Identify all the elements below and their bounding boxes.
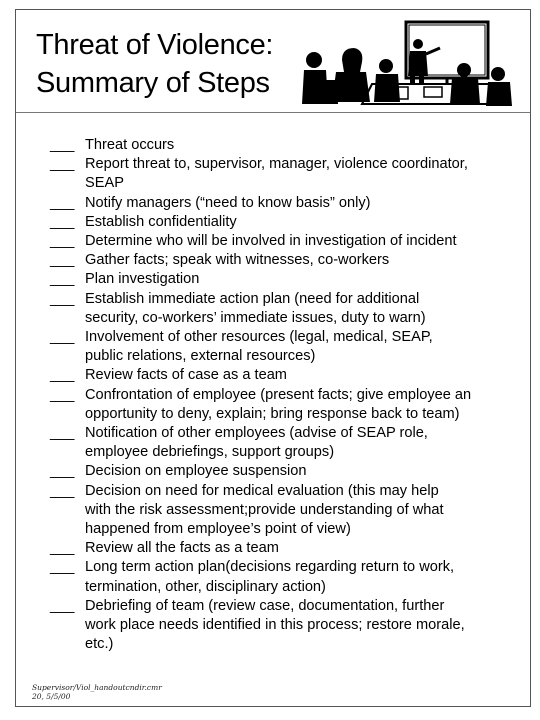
step-text: Threat occurs <box>85 137 175 153</box>
step-text: Notification of other employees (advise of SEAP role, employee debriefings, support groups) <box>85 425 428 461</box>
step-text: Confrontation of employee (present facts; give employee an opportunity to deny, explain; bring response back to team) <box>85 386 472 422</box>
step-text: Notify managers (“need to know basis” only) <box>85 194 371 211</box>
checkbox-blank[interactable]: ___ <box>50 194 75 211</box>
checklist-step <box>50 155 520 193</box>
checklist-step <box>50 270 520 289</box>
checkbox-blank[interactable]: ___ <box>50 137 75 153</box>
step-text: Involvement of other resources (legal, medical, SEAP, public relations, external resources) <box>85 329 433 365</box>
step-text: Long term action plan(decisions regarding return to work, termination, other, disciplinary action) <box>85 559 455 595</box>
step-text: Establish confidentiality <box>85 213 237 230</box>
checklist-step <box>50 136 520 155</box>
step-text: Review all the facts as a team <box>85 540 279 557</box>
checklist-step <box>50 558 520 596</box>
checklist-step <box>50 213 520 232</box>
checkbox-blank[interactable]: ___ <box>50 329 75 346</box>
title-line-2: Summary of Steps <box>36 67 270 99</box>
checklist-step <box>50 232 520 251</box>
checkbox-blank[interactable]: ___ <box>50 233 75 250</box>
checkbox-blank[interactable]: ___ <box>50 597 75 614</box>
step-text: Report threat to, supervisor, manager, violence coordinator, SEAP <box>85 156 468 192</box>
checkbox-blank[interactable]: ___ <box>50 559 75 576</box>
checklist-step <box>50 194 520 213</box>
checklist-step <box>50 482 520 540</box>
page-title <box>36 26 273 102</box>
checkbox-blank[interactable]: ___ <box>50 425 75 442</box>
steps-checklist <box>50 136 520 654</box>
checklist-step <box>50 290 520 328</box>
step-text: Gather facts; speak with witnesses, co-workers <box>85 252 390 269</box>
title-line-1: Threat of Violence: <box>36 29 274 61</box>
step-text: Decision on employee suspension <box>85 463 307 480</box>
step-text: Debriefing of team (review case, documentation, further work place needs identified in this process; restore morale, etc.) <box>85 597 465 653</box>
checkbox-blank[interactable]: ___ <box>50 482 75 499</box>
checklist-step <box>50 424 520 462</box>
step-text: Establish immediate action plan (need for additional security, co-workers’ immediate issues, duty to warn) <box>85 290 426 326</box>
step-text: Review facts of case as a team <box>85 367 287 384</box>
checkbox-blank[interactable]: ___ <box>50 252 75 269</box>
checkbox-blank[interactable]: ___ <box>50 540 75 557</box>
checkbox-blank[interactable]: ___ <box>50 367 75 384</box>
step-text: Decision on need for medical evaluation (this may help with the risk assessment;provide understanding of what happened from employee’s point of view) <box>85 482 444 538</box>
step-text: Determine who will be involved in investigation of incident <box>85 233 457 250</box>
checklist-step <box>50 328 520 366</box>
checklist-step <box>50 462 520 481</box>
footer-note <box>32 683 162 701</box>
header-divider <box>16 112 530 113</box>
checklist-step <box>50 597 520 655</box>
checkbox-blank[interactable]: ___ <box>50 290 75 307</box>
checklist-step <box>50 366 520 385</box>
meeting-clipart <box>302 20 512 110</box>
checklist-step <box>50 386 520 424</box>
checkbox-blank[interactable]: ___ <box>50 271 75 288</box>
checkbox-blank[interactable]: ___ <box>50 463 75 480</box>
checkbox-blank[interactable]: ___ <box>50 213 75 230</box>
footer-line-1: Supervisor/Viol_handoutcndir.cmr <box>32 683 162 692</box>
checkbox-blank[interactable]: ___ <box>50 386 75 403</box>
footer-line-2: 20, 5/5/00 <box>32 692 71 701</box>
checklist-step <box>50 251 520 270</box>
step-text: Plan investigation <box>85 271 200 288</box>
checkbox-blank[interactable]: ___ <box>50 156 75 173</box>
checklist-step <box>50 539 520 558</box>
